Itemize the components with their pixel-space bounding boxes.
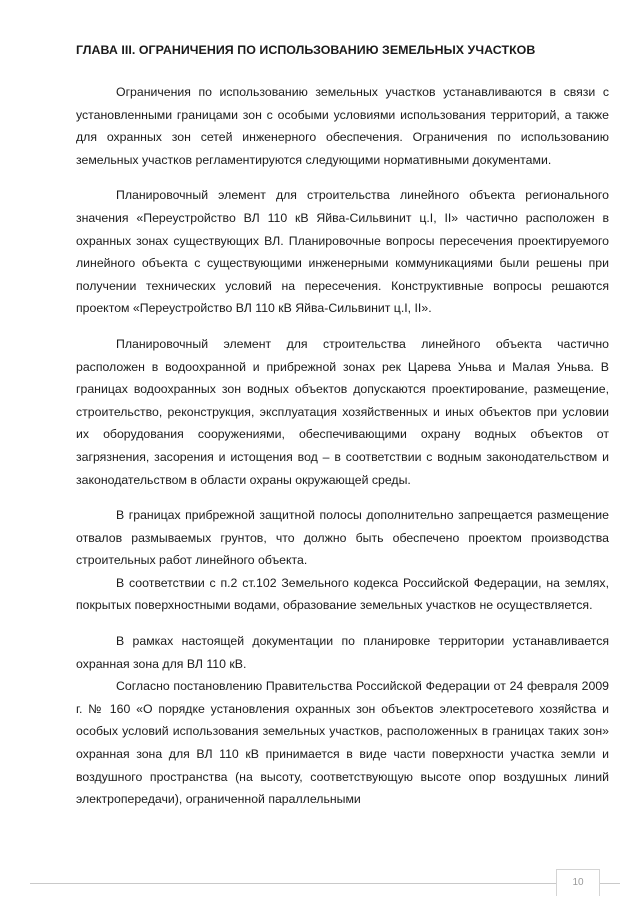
- paragraph-restrictions-intro: Ограничения по использованию земельных участков устанавливаются в связи с установленными границами зон с особыми условиями использования территорий, а также для охранных зон сетей инженерного обеспечения. Ограничения по использованию земельных участков регламентируются следующими нормативными документами.: [76, 85, 609, 167]
- paragraph-coastal-strip: В границах прибрежной защитной полосы дополнительно запрещается размещение отвалов размываемых грунтов, что должно быть обеспечено проектом производства строительных работ линейного объекта.: [76, 508, 609, 568]
- document-body: [76, 81, 609, 811]
- paragraph-water-protection-zones: Планировочный элемент для строительства линейного объекта частично расположен в водоохранной и прибрежной зонах рек Царева Уньва и Малая Уньва. В границах водоохранных зон водных объектов допускаются проектирование, размещение, строительство, реконструкция, эксплуатация хозяйственных и иных объектов при условии их оборудования сооружениями, обеспечивающими охрану водных объектов от загрязнения, засорения и истощения вод – в соответствии с водным законодательством и законодательством в области охраны окружающей среды.: [76, 336, 609, 487]
- paragraph-land-code: В соответствии с п.2 ст.102 Земельного кодекса Российской Федерации, на землях, покрытых поверхностными водами, образование земельных участков не осуществляется.: [76, 575, 609, 613]
- page-number: 10: [556, 869, 600, 896]
- paragraph-protection-zone: В рамках настоящей документации по планировке территории устанавливается охранная зона для ВЛ 110 кВ.: [76, 634, 609, 671]
- paragraph-government-decree: Согласно постановлению Правительства Российской Федерации от 24 февраля 2009 г. № 160 «О порядке установления охранных зон объектов электросетевого хозяйства и особых условий использования земельных участков, расположенных в границах таких зон» охранная зона для ВЛ 110 кВ принимается в виде части поверхности участка земли и воздушного пространства (на высоту, соответствующую высоте опор воздушных линий электропередачи), ограниченной параллельными: [76, 679, 609, 807]
- paragraph-power-line-zones: Планировочный элемент для строительства линейного объекта регионального значения «Переустройство ВЛ 110 кВ Яйва-Сильвинит ц.I, II» частично расположен в охранных зонах существующих ВЛ. Планировочные вопросы пересечения проектируемого линейного объекта с существующими инженерными коммуникациями были решены при получении технических условий на пересечения. Конструктивные вопросы решаются проектом «Переустройство ВЛ 110 кВ Яйва-Сильвинит ц.I, II».: [76, 188, 609, 316]
- chapter-heading: ГЛАВА III. ОГРАНИЧЕНИЯ ПО ИСПОЛЬЗОВАНИЮ ЗЕМЕЛЬНЫХ УЧАСТКОВ: [76, 43, 536, 57]
- footer-divider: [30, 883, 620, 884]
